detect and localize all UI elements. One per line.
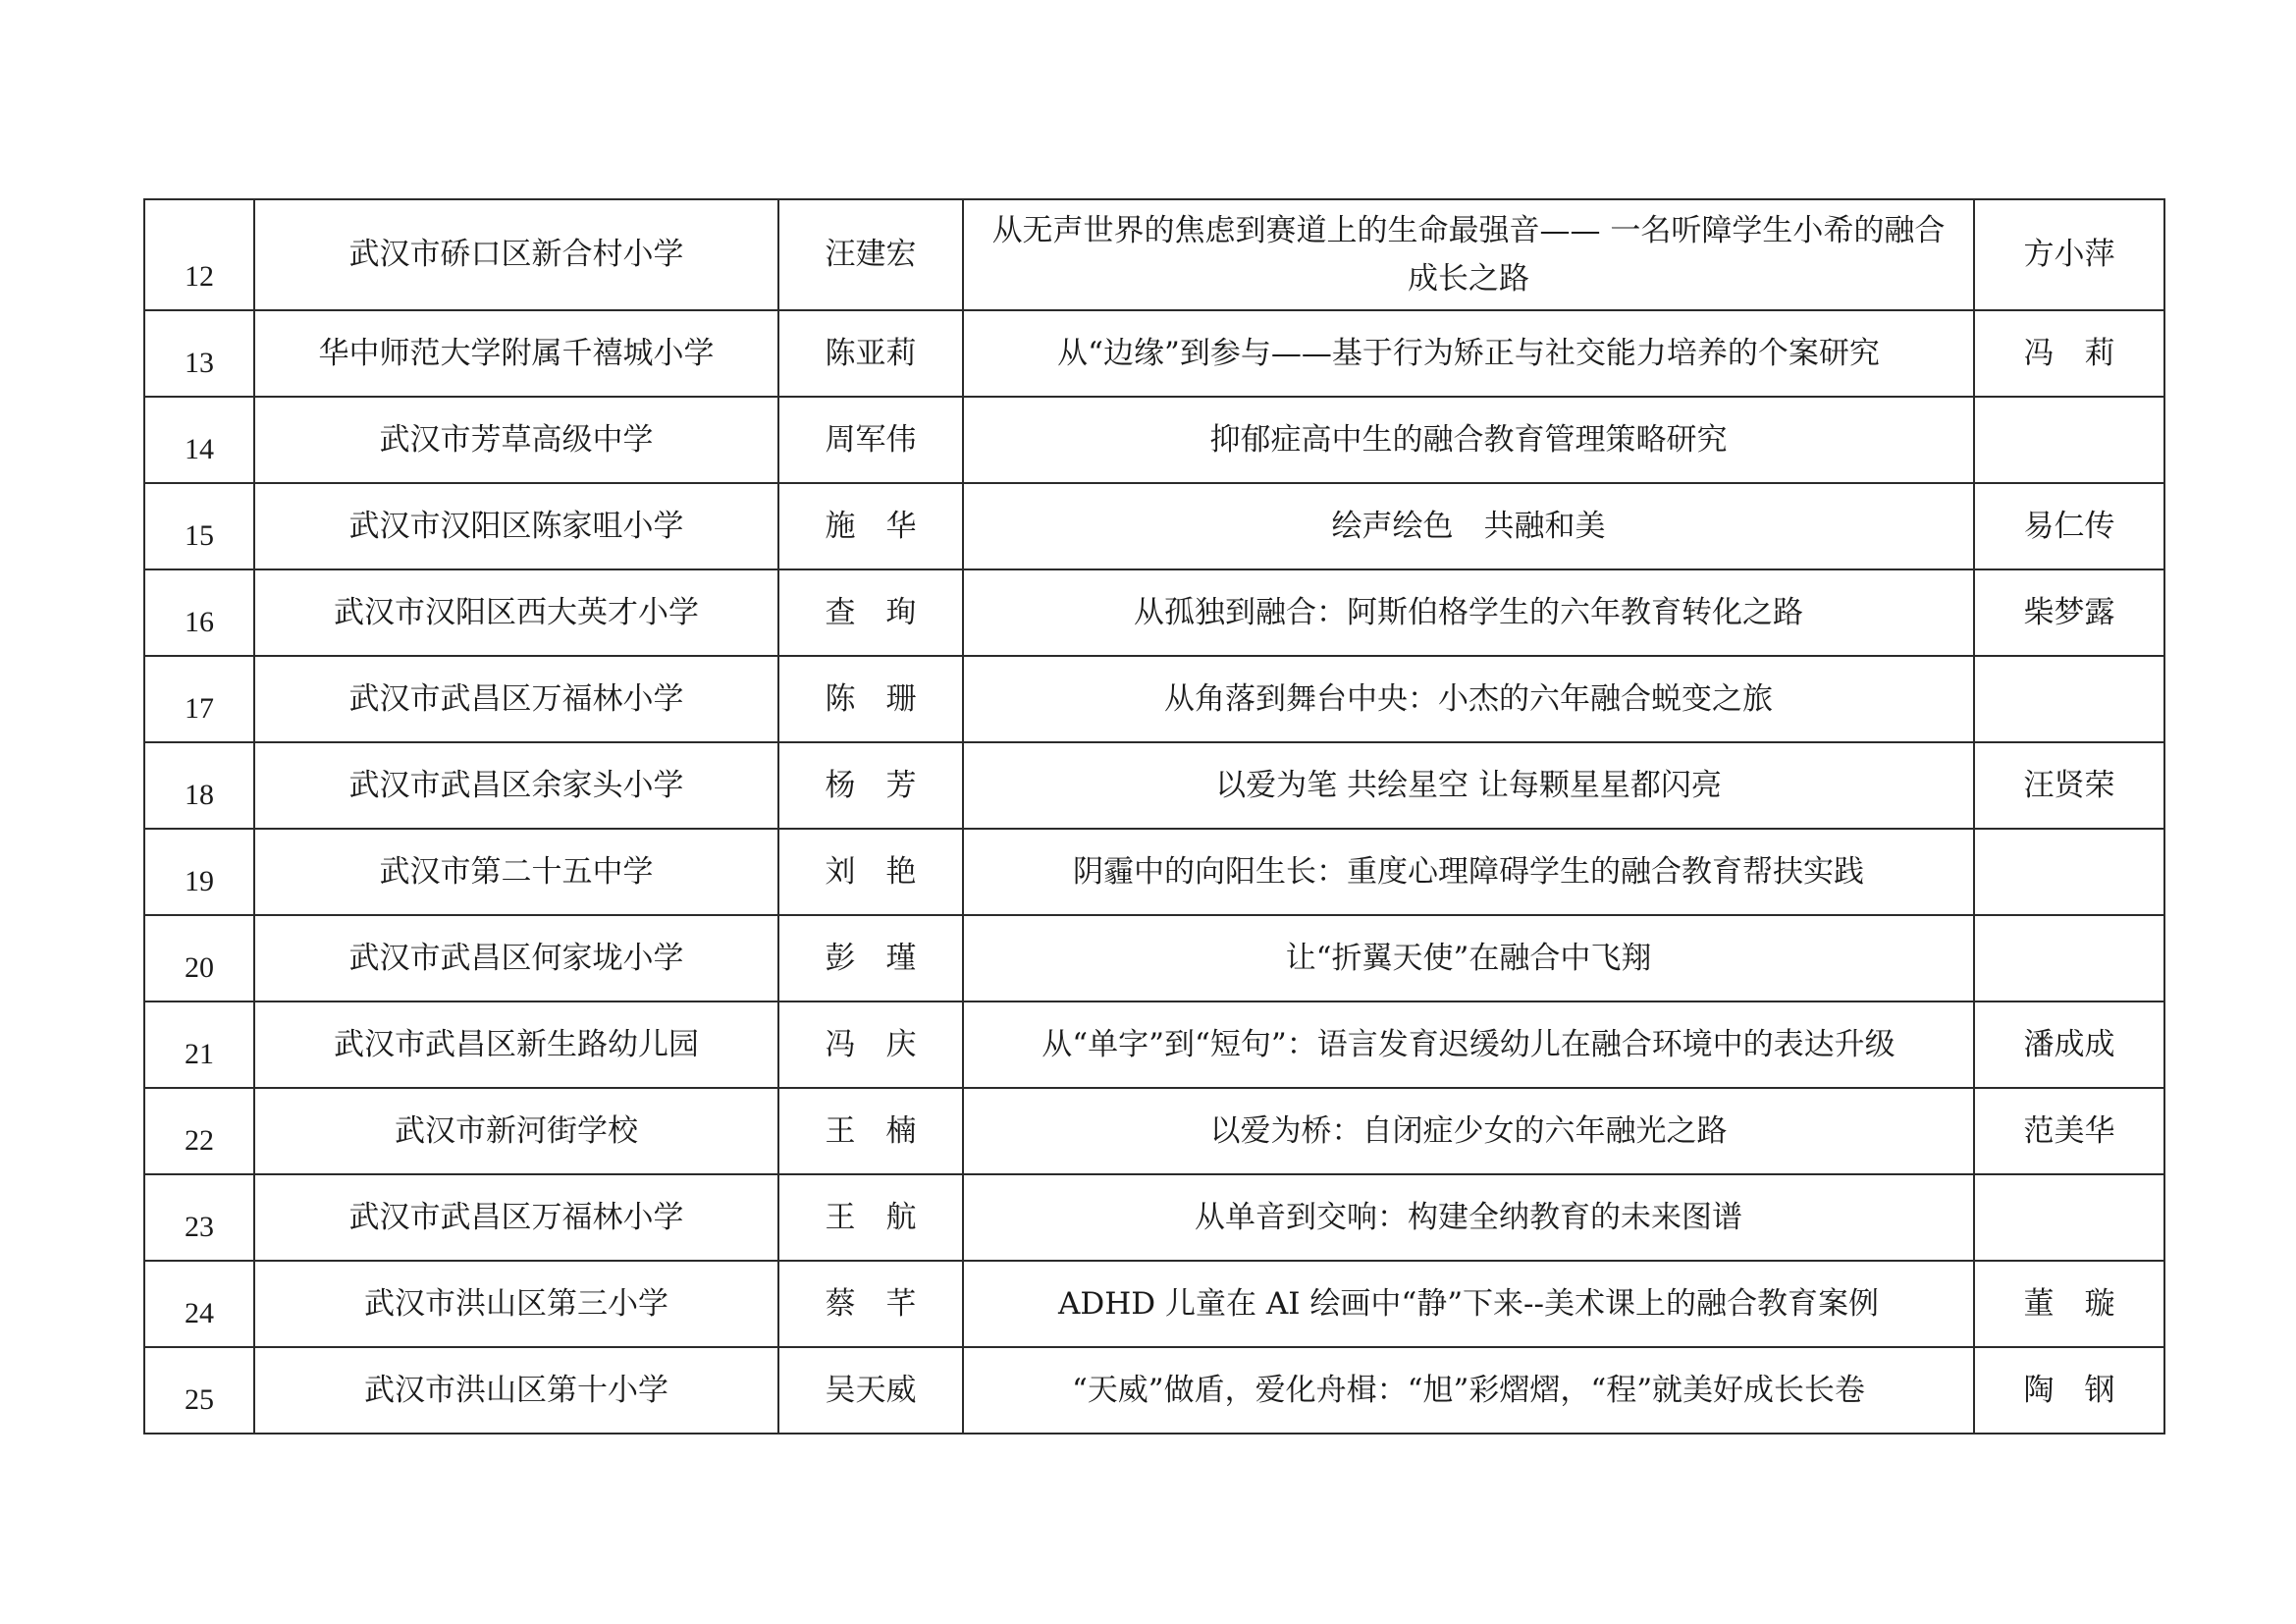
table-row: [144, 1347, 2164, 1434]
teacher-name: 刘 艳: [778, 829, 963, 915]
table-row: [144, 310, 2164, 397]
row-number: 20: [144, 915, 254, 1001]
teacher-name: 汪建宏: [778, 199, 963, 310]
case-title: 从单音到交响：构建全纳教育的未来图谱: [963, 1174, 1974, 1261]
mentor-name: 冯 莉: [1974, 310, 2164, 397]
table-row: [144, 1174, 2164, 1261]
table-row: [144, 397, 2164, 483]
school-name: 武汉市武昌区余家头小学: [254, 742, 778, 829]
row-number: 14: [144, 397, 254, 483]
teacher-name: 陈 珊: [778, 656, 963, 742]
row-number: 19: [144, 829, 254, 915]
row-number: 24: [144, 1261, 254, 1347]
teacher-name: 蔡 芊: [778, 1261, 963, 1347]
row-number: 17: [144, 656, 254, 742]
mentor-name: 方小萍: [1974, 199, 2164, 310]
case-title: 从无声世界的焦虑到赛道上的生命最强音—— 一名听障学生小希的融合成长之路: [963, 199, 1974, 310]
table-row: [144, 915, 2164, 1001]
case-title: 抑郁症高中生的融合教育管理策略研究: [963, 397, 1974, 483]
teacher-name: 查 珣: [778, 569, 963, 656]
case-title: 从“单字”到“短句”：语言发育迟缓幼儿在融合环境中的表达升级: [963, 1001, 1974, 1088]
row-number: 23: [144, 1174, 254, 1261]
table-row: [144, 656, 2164, 742]
row-number: 25: [144, 1347, 254, 1434]
school-name: 武汉市新河街学校: [254, 1088, 778, 1174]
mentor-name: [1974, 1174, 2164, 1261]
case-title: 以爱为桥：自闭症少女的六年融光之路: [963, 1088, 1974, 1174]
row-number: 18: [144, 742, 254, 829]
teacher-name: 冯 庆: [778, 1001, 963, 1088]
row-number: 16: [144, 569, 254, 656]
table-row: [144, 1088, 2164, 1174]
case-title: 阴霾中的向阳生长：重度心理障碍学生的融合教育帮扶实践: [963, 829, 1974, 915]
mentor-name: 柴梦露: [1974, 569, 2164, 656]
teacher-name: 吴天威: [778, 1347, 963, 1434]
mentor-name: 潘成成: [1974, 1001, 2164, 1088]
school-name: 武汉市第二十五中学: [254, 829, 778, 915]
mentor-name: 易仁传: [1974, 483, 2164, 569]
table-row: [144, 569, 2164, 656]
mentor-name: [1974, 656, 2164, 742]
roster-body: [144, 199, 2164, 1434]
teacher-name: 杨 芳: [778, 742, 963, 829]
teacher-name: 周军伟: [778, 397, 963, 483]
row-number: 13: [144, 310, 254, 397]
school-name: 武汉市武昌区万福林小学: [254, 656, 778, 742]
case-title: 从“边缘”到参与——基于行为矫正与社交能力培养的个案研究: [963, 310, 1974, 397]
mentor-name: 范美华: [1974, 1088, 2164, 1174]
mentor-name: 汪贤荣: [1974, 742, 2164, 829]
teacher-name: 陈亚莉: [778, 310, 963, 397]
row-number: 12: [144, 199, 254, 310]
school-name: 武汉市汉阳区陈家咀小学: [254, 483, 778, 569]
row-number: 15: [144, 483, 254, 569]
teacher-name: 王 楠: [778, 1088, 963, 1174]
case-title: 绘声绘色 共融和美: [963, 483, 1974, 569]
school-name: 华中师范大学附属千禧城小学: [254, 310, 778, 397]
case-title: 让“折翼天使”在融合中飞翔: [963, 915, 1974, 1001]
case-title: “天威”做盾，爱化舟楫：“旭”彩熠熠，“程”就美好成长长卷: [963, 1347, 1974, 1434]
table-row: [144, 829, 2164, 915]
mentor-name: [1974, 397, 2164, 483]
table-row: [144, 1261, 2164, 1347]
school-name: 武汉市武昌区何家垅小学: [254, 915, 778, 1001]
row-number: 21: [144, 1001, 254, 1088]
teacher-name: 施 华: [778, 483, 963, 569]
teacher-name: 王 航: [778, 1174, 963, 1261]
table-row: [144, 483, 2164, 569]
school-name: 武汉市武昌区新生路幼儿园: [254, 1001, 778, 1088]
school-name: 武汉市武昌区万福林小学: [254, 1174, 778, 1261]
row-number: 22: [144, 1088, 254, 1174]
case-title: 以爱为笔 共绘星空 让每颗星星都闪亮: [963, 742, 1974, 829]
case-title: 从孤独到融合：阿斯伯格学生的六年教育转化之路: [963, 569, 1974, 656]
teacher-name: 彭 瑾: [778, 915, 963, 1001]
table-row: [144, 1001, 2164, 1088]
mentor-name: 陶 钢: [1974, 1347, 2164, 1434]
mentor-name: [1974, 915, 2164, 1001]
table-row: [144, 742, 2164, 829]
school-name: 武汉市洪山区第三小学: [254, 1261, 778, 1347]
school-name: 武汉市硚口区新合村小学: [254, 199, 778, 310]
mentor-name: 董 璇: [1974, 1261, 2164, 1347]
school-name: 武汉市芳草高级中学: [254, 397, 778, 483]
award-roster-table: [143, 198, 2165, 1435]
table-row: [144, 199, 2164, 310]
mentor-name: [1974, 829, 2164, 915]
school-name: 武汉市洪山区第十小学: [254, 1347, 778, 1434]
case-title: 从角落到舞台中央：小杰的六年融合蜕变之旅: [963, 656, 1974, 742]
case-title: ADHD 儿童在 AI 绘画中“静”下来--美术课上的融合教育案例: [963, 1261, 1974, 1347]
school-name: 武汉市汉阳区西大英才小学: [254, 569, 778, 656]
